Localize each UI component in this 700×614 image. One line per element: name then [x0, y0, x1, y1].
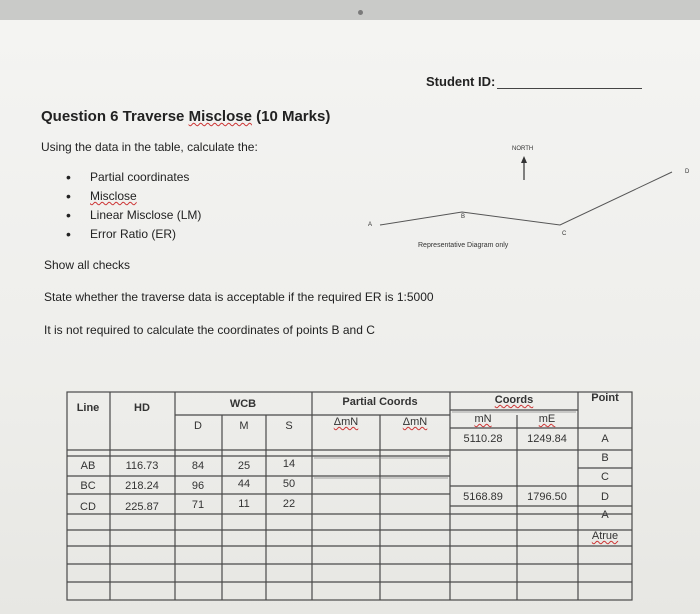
title-suffix: (10 Marks): [251, 108, 331, 125]
question-intro: Using the data in the table, calculate the:: [41, 140, 258, 154]
header-wcb: WCB: [229, 398, 257, 410]
header-line: Line: [76, 402, 100, 414]
header-delta-n: ΔmN: [333, 416, 359, 428]
task-text: Error Ratio (ER): [90, 227, 177, 241]
point-label-b: B: [461, 214, 466, 220]
row-ab-line: AB: [80, 460, 96, 472]
row-bc-m: 44: [237, 478, 251, 490]
header-hd: HD: [134, 402, 150, 414]
title-misclose: Misclose: [188, 108, 252, 125]
student-id-label: Student ID:: [426, 74, 496, 89]
diagram-caption: Representative Diagram only: [418, 242, 509, 249]
row-cd-d: 71: [191, 499, 205, 511]
header-partial-coords: Partial Coords: [342, 396, 418, 408]
not-required-text: It is not required to calculate the coordinates of points B and C: [44, 323, 375, 337]
row-bc-d: 96: [191, 480, 205, 492]
header-m: M: [239, 420, 249, 432]
task-text: Misclose: [90, 189, 137, 203]
north-label: NORTH: [512, 146, 534, 152]
point-row-b: B: [601, 452, 609, 464]
row-bc-line: BC: [80, 480, 96, 492]
coord-end-mn: 5168.89: [463, 491, 503, 503]
point-row-c: C: [601, 471, 609, 483]
coord-start-me: 1249.84: [527, 433, 567, 445]
row-cd-s: 22: [282, 498, 296, 510]
row-ab-hd: 116.73: [125, 460, 159, 472]
row-cd-m: 11: [238, 498, 250, 510]
row-cd-line: CD: [80, 501, 96, 513]
coord-start-mn: 5110.28: [463, 433, 503, 445]
coord-end-me: 1796.50: [527, 491, 567, 503]
point-label-a: A: [368, 222, 373, 228]
point-label-d: D: [685, 169, 690, 175]
row-ab-d: 84: [191, 460, 205, 472]
header-d: D: [194, 420, 202, 432]
title-prefix: Question 6 Traverse: [41, 108, 189, 125]
show-checks-text: Show all checks: [44, 258, 131, 272]
task-text: Partial coordinates: [90, 170, 190, 184]
point-row-a-close: A: [601, 509, 609, 521]
task-text: Linear Misclose (LM): [90, 208, 202, 222]
row-ab-m: 25: [237, 460, 251, 472]
row-ab-s: 14: [282, 458, 296, 470]
acceptability-text: State whether the traverse data is acceptable if the required ER is 1:5000: [44, 290, 434, 304]
header-mn: mN: [474, 413, 492, 425]
row-cd-hd: 225.87: [125, 501, 159, 513]
header-coords: Coords: [494, 394, 534, 406]
point-row-a-true: Atrue: [591, 530, 619, 542]
point-row-a: A: [601, 433, 609, 445]
row-bc-hd: 218.24: [125, 480, 159, 492]
point-label-c: C: [562, 231, 567, 237]
point-row-d: D: [601, 491, 609, 503]
header-delta-e: ΔmN: [402, 416, 428, 428]
row-bc-s: 50: [282, 478, 296, 490]
header-me: mE: [538, 413, 556, 425]
header-s: S: [285, 420, 293, 432]
header-point: Point: [591, 392, 619, 404]
